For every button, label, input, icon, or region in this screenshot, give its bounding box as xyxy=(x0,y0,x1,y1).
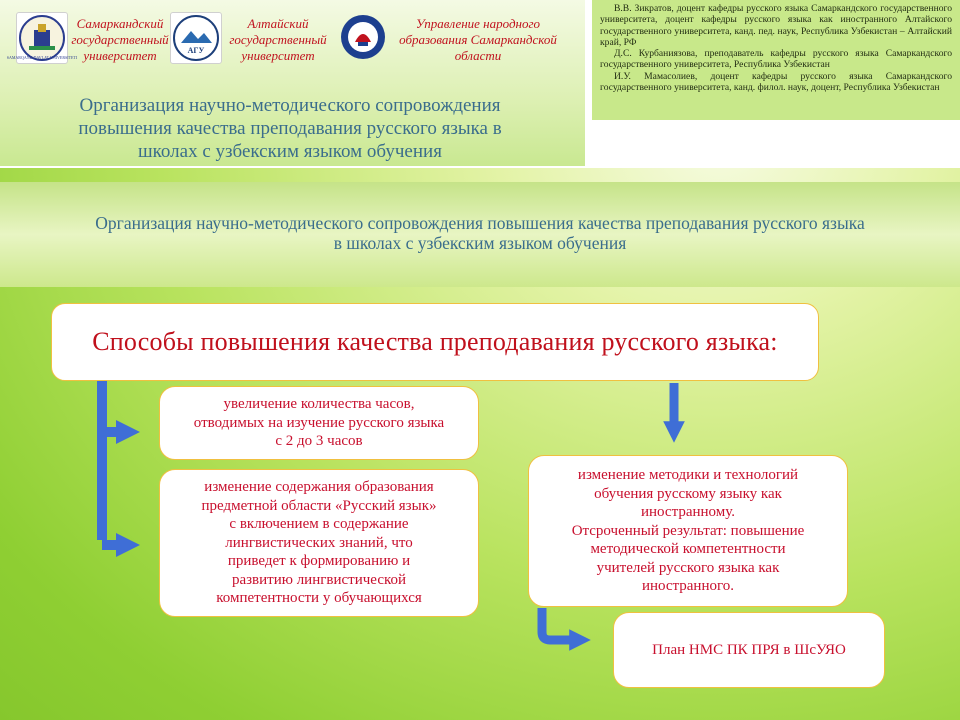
banner-title-line3: школах с узбекским языком обучения xyxy=(138,141,442,162)
box-methodology-change xyxy=(528,455,848,607)
org1-line2: государственный xyxy=(71,32,169,47)
org2-line3: университет xyxy=(241,48,315,63)
box-content-change xyxy=(159,469,479,617)
box2-line5: приведет к формированию и xyxy=(227,553,411,570)
org3-line2: образования Самаркандской xyxy=(399,32,557,47)
box2-line6: развитию лингвистической xyxy=(231,571,407,588)
box1-line2: отводимых на изучение русского языка xyxy=(193,414,445,431)
org1-line1: Самаркандский xyxy=(76,16,164,31)
box3-line2: обучения русскому языку как xyxy=(594,485,782,502)
box3-line7: иностранного. xyxy=(641,578,735,595)
org2-line1: Алтайский xyxy=(247,16,309,31)
main-title-line1: Организация научно-методического сопровождения повышения качества преподавания русского языка xyxy=(95,213,865,233)
arrow-to-box4 xyxy=(542,608,580,640)
box2-line2: предметной области «Русский язык» xyxy=(201,497,437,514)
author-zikratov: В.В. Зикратов, доцент кафедры русского языка Самаркандского государственного университета, доцент кафедры русского языка как иностранного Алтайского государственного университета, канд. пед. наук, Республика Узбекистан – Алтайский край, РФ xyxy=(600,3,952,48)
box3-line6: учителей русского языка как xyxy=(596,559,780,576)
org1-line3: университет xyxy=(83,48,157,63)
org2-line2: государственный xyxy=(229,32,327,47)
banner-title-line1: Организация научно-методического сопровождения xyxy=(79,95,501,116)
box2-line4: лингвистических знаний, что xyxy=(225,534,413,551)
org3-line1: Управление народного xyxy=(415,16,541,31)
logo2-text: АГУ xyxy=(187,46,205,55)
box-more-hours xyxy=(159,386,479,460)
box3-line3: иностранному. xyxy=(641,504,735,521)
author-kurbaniyazova: Д.С. Курбаниязова, преподаватель кафедры русского языка Самаркандского государственного университета, Республика Узбекистан xyxy=(600,48,952,71)
main-title-line2: в школах с узбекским языком обучения xyxy=(333,233,627,253)
box-plan xyxy=(613,612,885,688)
author-mamasoliev: И.У. Мамасолиев, доцент кафедры русского языка Самаркандского государственного университета, канд. филол. наук, доцент, Республика Узбекистан xyxy=(600,70,952,94)
box2-line3: с включением в содержание xyxy=(229,516,409,533)
box2-line1: изменение содержания образования xyxy=(204,479,434,496)
org3-line3: области xyxy=(454,48,502,63)
banner-title-line2: повышения качества преподавания русского языка в xyxy=(78,118,502,139)
box-methodology-change-text xyxy=(564,466,813,596)
box1-line3: с 2 до 3 часов xyxy=(275,433,363,450)
box-plan-text: План НМС ПК ПРЯ в ШсУЯО xyxy=(652,641,846,658)
heading-box xyxy=(51,303,819,381)
heading-text: Способы повышения качества преподавания русского языка: xyxy=(92,327,778,356)
box3-line1: изменение методики и технологий xyxy=(577,467,799,484)
box-content-change-text xyxy=(194,478,445,608)
box2-line7: компетентности у обучающихся xyxy=(216,590,422,607)
box3-line4: Отсроченный результат: повышение xyxy=(571,522,805,539)
box1-line1: увеличение количества часов, xyxy=(223,396,415,413)
logo1-text: SAMARQAND DAVLAT UNIVERSITETI xyxy=(6,55,78,60)
box3-line5: методической компетентности xyxy=(590,541,786,558)
box-more-hours-text xyxy=(186,395,452,451)
